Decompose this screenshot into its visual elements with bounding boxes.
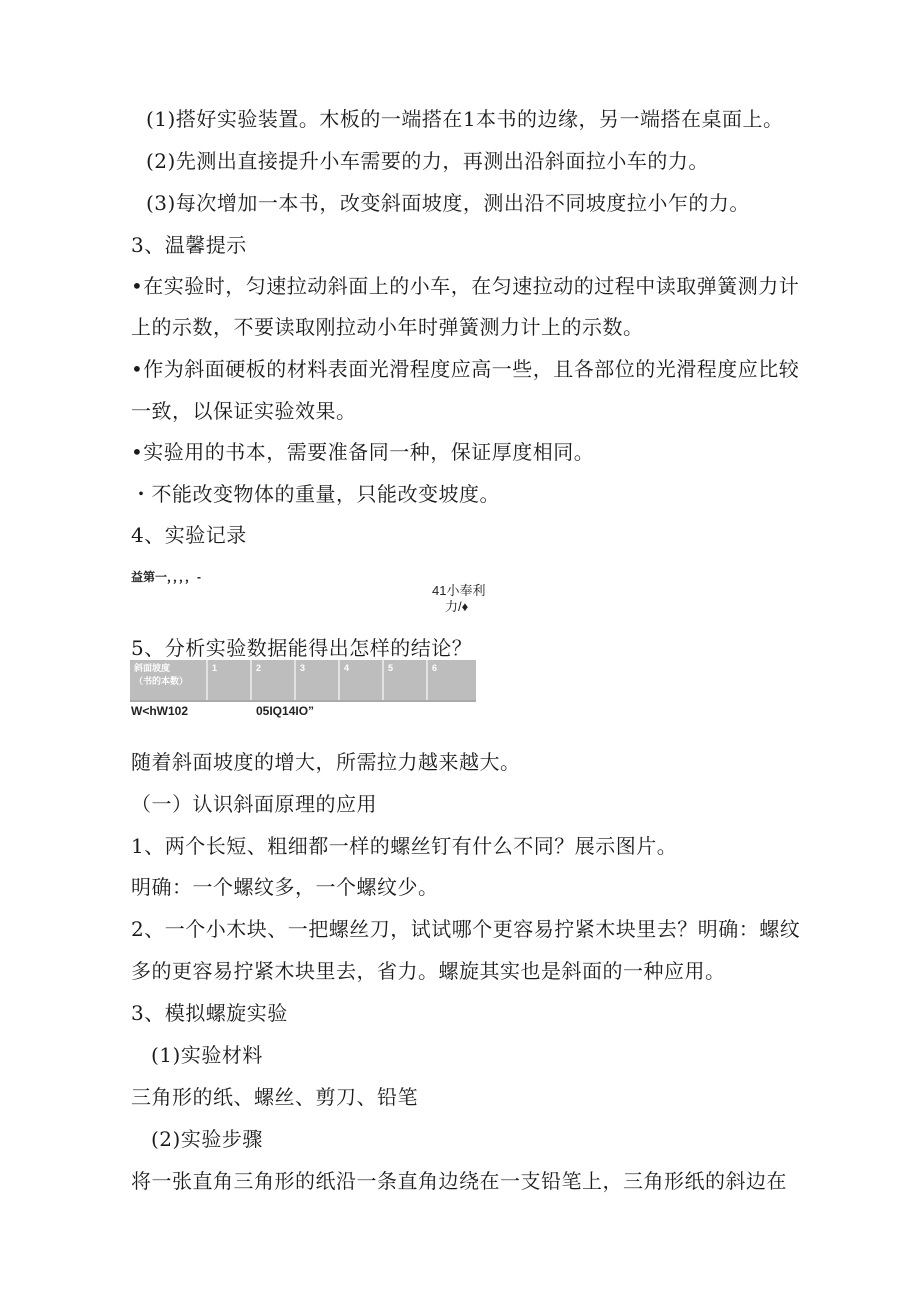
bottom-left-ocr: W<hW102 [131,704,189,718]
table-column-5: 5 [384,660,428,700]
step-2-text: (2)先测出直接提升小车需要的力，再测出沿斜面拉小车的力。 [146,149,709,173]
question-1-text: 1、两个长短、粗细都一样的螺丝钉有什么不同？展示图片。 [131,834,678,858]
table-column-3: 3 [296,660,340,700]
question-2-line-1: 2、一个小木块、一把螺丝刀，试试哪个更容易拧紧木块里去？明确：螺纹 [131,917,801,941]
section-apply-heading: （一）认识斜面原理的应用 [131,792,377,816]
data-table-header [130,660,476,700]
tip-1-line-2: 上的示数，不要读取刚拉动小年时弹簧测力计上的示数。 [131,315,644,339]
question-2-line-2: 多的更容易拧紧木块里去，省力。螺旋其实也是斜面的一种应用。 [131,959,726,983]
tips-heading: 3、温馨提示 [131,233,247,257]
tip-4-text: ・不能改变物体的重量，只能改变坡度。 [131,482,500,506]
step-3-text: (3)每次增加一本书，改变斜面坡度，测出沿不同坡度拉小乍的力。 [146,191,750,215]
materials-text: 三角形的纸、螺丝、剪刀、铅笔 [131,1085,418,1109]
table-divider [130,700,476,702]
table-header-label-cell [130,660,208,700]
table-column-6: 6 [432,663,438,673]
steps-text: 将一张直角三角形的纸沿一条直角边绕在一支铅笔上，三角形纸的斜边在 [131,1169,787,1193]
answer-1-text: 明确：一个螺纹多，一个螺纹少。 [131,875,439,899]
tip-2-line-1: •作为斜面硬板的材料表面光滑程度应高一些，且各部位的光滑程度应比较 [131,357,800,381]
materials-heading: (1)实验材料 [151,1043,263,1067]
tip-3-text: •实验用的书本，需要准备同一种，保证厚度相同。 [131,440,595,464]
record-ocr-text: 益第一，，，，- [131,570,201,584]
table-column-2: 2 [252,660,296,700]
table-column-1: 1 [208,660,252,700]
steps-heading: (2)实验步骤 [151,1127,263,1151]
table-header-label: 斜面坡度 [134,663,171,673]
tip-2-line-2: 一致，以保证实验效果。 [131,399,357,423]
mid-ocr-text-2: 力/♦ [445,599,469,614]
mid-ocr-text-1: 41小奉利 [432,583,486,598]
record-heading: 4、实验记录 [131,523,247,547]
table-column-4: 4 [340,660,384,700]
step-1-text: (1)搭好实验装置。木板的一端搭在1本书的边缘，另一端搭在桌面上。 [146,107,784,131]
bottom-mid-ocr: 05IQ14IO” [256,704,315,718]
analysis-heading: 5、分析实验数据能得出怎样的结论？ [131,636,473,660]
conclusion-text: 随着斜面坡度的增大，所需拉力越来越大。 [131,750,521,774]
simulation-heading: 3、模拟螺旋实验 [131,1001,288,1025]
tip-1-line-1: •在实验时，匀速拉动斜面上的小车，在匀速拉动的过程中读取弹簧测力计 [131,274,800,298]
table-header-sub: （书的本数） [134,676,189,686]
